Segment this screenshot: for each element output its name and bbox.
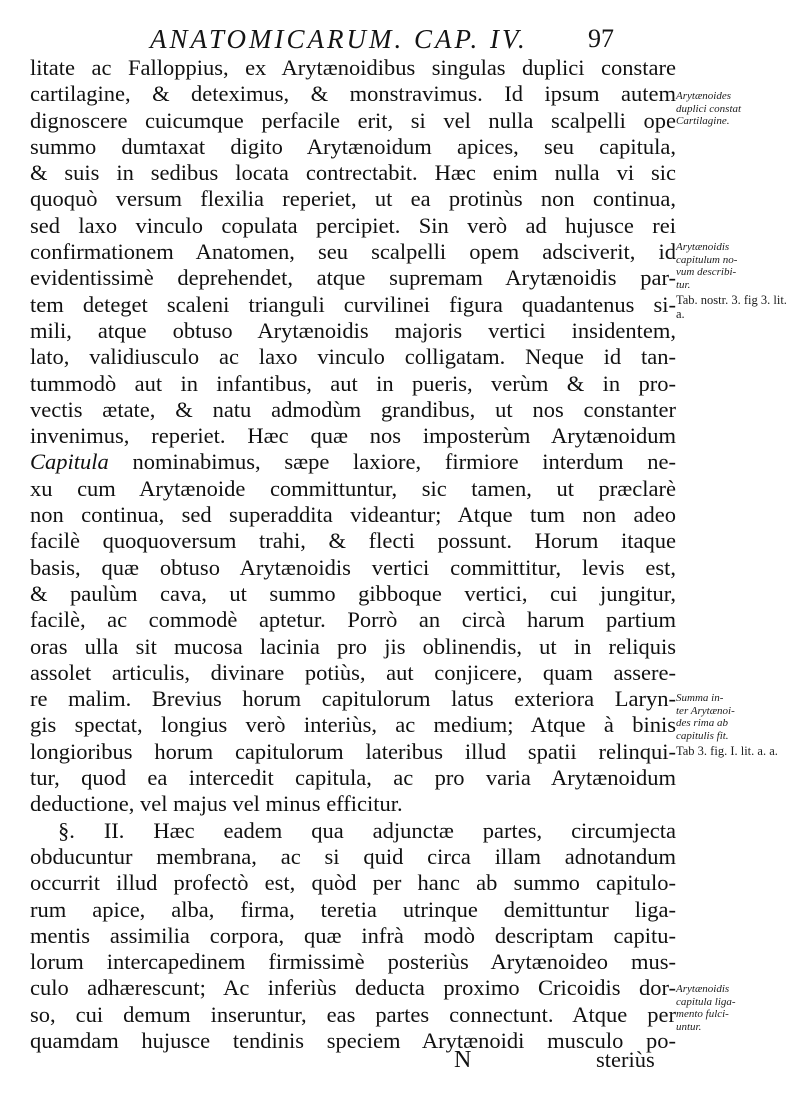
- marginal-table-reference: Tab. nostr. 3. fig 3. lit. a.: [676, 293, 787, 321]
- text-line: so, cui demum inseruntur, eas partes connectunt. Atque per: [30, 1001, 676, 1027]
- text-line: litate ac Falloppius, ex Arytænoidibus singulas duplici constare: [30, 55, 676, 80]
- marginal-note-line: capitulum no-: [676, 253, 738, 266]
- text-line: culo adhærescunt; Ac inferiùs deducta proximo Cricoidis dor-: [30, 975, 676, 1001]
- text-line: & paulùm cava, ut summo gibboque vertici, cui jungitur,: [30, 580, 676, 606]
- text-line: sed laxo vinculo copulata percipiet. Sin verò ad hujusce rei: [30, 212, 676, 238]
- text-line: summo dumtaxat digito Arytænoidum apices, seu capitula,: [30, 133, 676, 159]
- running-head: [150, 24, 650, 56]
- text-line: quoquò versum flexilia reperiet, ut ea protinùs non continua,: [30, 186, 676, 212]
- catchword: steriùs: [596, 1047, 655, 1072]
- text-line: oras ulla sit mucosa lacinia pro jis oblinendis, ut in reliquis: [30, 633, 676, 659]
- text-line: longioribus horum capitulorum lateribus illud spatii relinqui-: [30, 738, 676, 764]
- marginal-note: [676, 983, 796, 1033]
- marginal-note-line: capitula liga-: [676, 995, 736, 1008]
- text-line: tummodò aut in infantibus, aut in pueris, verùm & in pro-: [30, 370, 676, 396]
- marginal-note-line: tur.: [676, 278, 691, 291]
- footer-line: [30, 1047, 676, 1077]
- marginal-note-line: des rima ab: [676, 717, 728, 729]
- text-line: rum apice, alba, firma, teretia utrinque demittuntur liga-: [30, 896, 676, 922]
- marginal-note-line: ter Arytænoi-: [676, 704, 735, 717]
- marginal-note-line: vum describi-: [676, 266, 737, 278]
- page-number: 97: [588, 24, 614, 53]
- running-title: ANATOMICARUM. CAP. IV.: [150, 24, 528, 54]
- text-line: basis, quæ obtuso Arytænoidis vertici committitur, levis est,: [30, 554, 676, 580]
- marginal-note: [676, 241, 796, 321]
- text-line: cartilagine, & deteximus, & monstravimus. Id ipsum autem: [30, 81, 676, 107]
- text-line: & suis in sedibus locata contrectabit. Hæc enim nulla vi sic: [30, 160, 676, 186]
- text-line: obducuntur membrana, ac si quid circa illam adnotandum: [30, 843, 676, 869]
- italic-term: Capitula: [30, 449, 109, 475]
- text-line: re malim. Brevius horum capitulorum latus exteriora Laryn-: [30, 686, 676, 712]
- text-line: lorum intercapedinem firmissimè posteriùs Arytænoideo mus-: [30, 949, 676, 975]
- text-line-with-italic: [30, 449, 676, 475]
- text-line: lato, validiusculo ac laxo vinculo colligatam. Neque id tan-: [30, 344, 676, 370]
- marginal-note-line: duplici constat: [676, 102, 742, 115]
- text-line: invenimus, reperiet. Hæc quæ nos imposterùm Arytænoidum: [30, 423, 676, 449]
- text-line: non continua, sed superaddita videantur; Atque tum non adeo: [30, 502, 676, 528]
- marginal-note-line: Arytænoides: [676, 90, 731, 102]
- text-line: facilè, ac commodè aptetur. Porrò an circà harum partium: [30, 607, 676, 633]
- marginal-note-line: Cartilagine.: [676, 115, 730, 127]
- body-text: [30, 55, 676, 1054]
- text-line: xu cum Arytænoide committuntur, sic tamen, ut præclarè: [30, 475, 676, 501]
- marginal-note: [676, 692, 796, 758]
- text-line: quamdam hujusce tendinis speciem Arytænoidi musculo po-: [30, 1027, 676, 1053]
- marginal-note-line: Arytænoidis: [676, 241, 730, 253]
- text-line: tem deteget scaleni trianguli curvilinei figura quadantenus si-: [30, 291, 676, 317]
- section-heading-line: §. II. Hæc eadem qua adjunctæ partes, circumjecta: [58, 817, 676, 843]
- marginal-note-line: mento fulci-: [676, 1008, 729, 1020]
- text-line: assolet articulis, divinare potiùs, aut conjicere, quam assere-: [30, 659, 676, 685]
- text-line: vectis ætate, & natu admodùm grandibus, ut nos constanter: [30, 396, 676, 422]
- marginal-note-line: untur.: [676, 1020, 702, 1033]
- text-line: mentis assimilia corpora, quæ infrà modò descriptam capitu-: [30, 922, 676, 948]
- marginal-note: [676, 90, 796, 128]
- marginal-note-line: Arytænoidis: [676, 983, 730, 995]
- text-line: dignoscere cuicumque perfacile erit, si vel nulla scalpelli ope: [30, 107, 676, 133]
- text-line-paragraph-end: deductione, vel majus vel minus efficitur.: [30, 791, 403, 817]
- text-line: tur, quod ea intercedit capitula, ac pro varia Arytænoidum: [30, 765, 676, 791]
- text-line: confirmationem Anatomen, seu scalpelli opem adsciverit, id: [30, 239, 676, 265]
- text-line-rest: nominabimus, sæpe laxiore, firmiore interdum ne-: [108, 449, 676, 475]
- text-line: facilè quoquoversum trahi, & flecti possunt. Horum itaque: [30, 528, 676, 554]
- text-line: mili, atque obtuso Arytænoidis majoris vertici insidentem,: [30, 317, 676, 343]
- text-line: occurrit illud profectò est, quòd per hanc ab summo capitulo-: [30, 870, 676, 896]
- signature-mark: N: [454, 1047, 472, 1073]
- marginal-note-line: Summa in-: [676, 692, 724, 704]
- marginal-note-line: capitulis fit.: [676, 729, 729, 742]
- text-line: evidentissimè deprehendet, atque supremam Arytænoidis par-: [30, 265, 676, 291]
- text-line: gis spectat, longius verò interiùs, ac medium; Atque à binis: [30, 712, 676, 738]
- marginal-table-reference: Tab 3. fig. I. lit. a. a.: [676, 744, 778, 758]
